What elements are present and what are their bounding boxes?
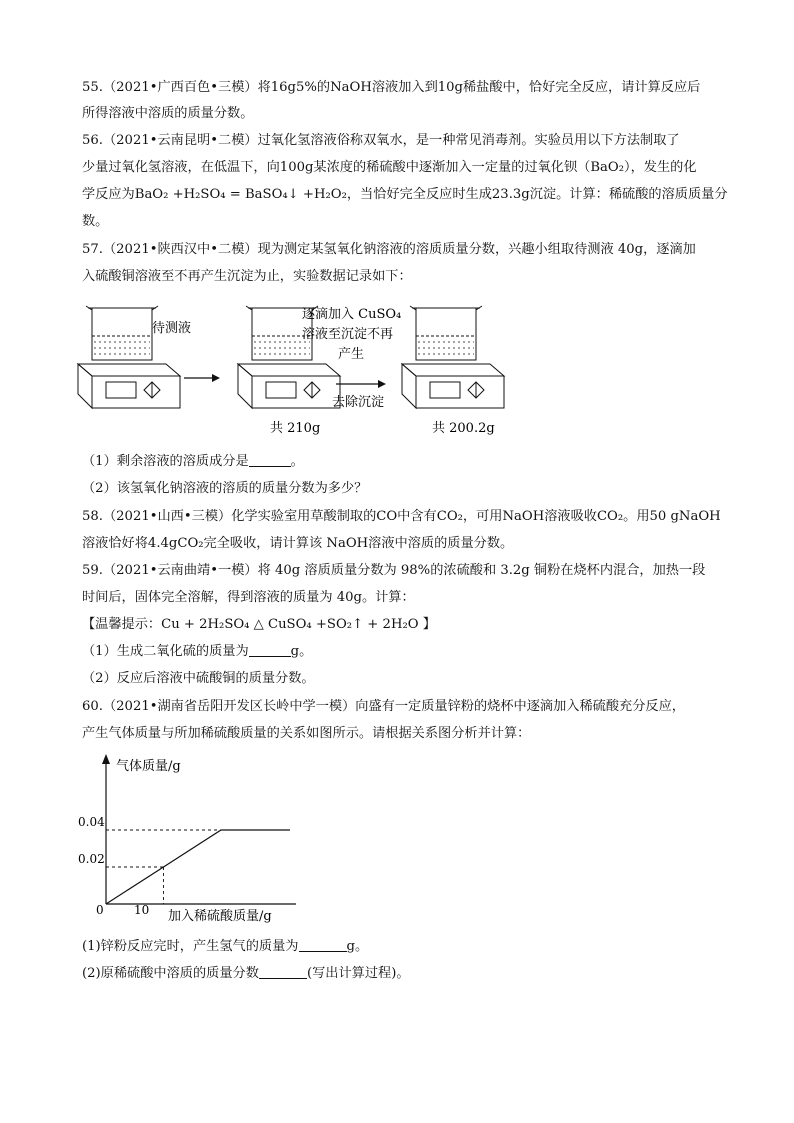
q60-gas-mass-chart	[74, 752, 314, 932]
y-tick-label-0.04: 0.04	[78, 815, 105, 829]
x-tick-label-10: 10	[134, 903, 150, 917]
note-add-cuso4-line-1: 逐滴加入 CuSO₄	[302, 307, 402, 322]
q57-line-2: 入硫酸铜溶液至不再产生沉淀为止，实验数据记录如下：	[82, 269, 412, 284]
beaker-3	[410, 306, 482, 360]
q56-line-2: 少量过氧化氢溶液，在低温下，向100g某浓度的稀硫酸中逐渐加入一定量的过氧化钡（BaO₂），发生的化	[82, 160, 697, 175]
note-add-cuso4-line-3: 产生	[338, 347, 365, 362]
q60-sub-1-text: (1)锌粉反应完时，产生氢气的质量为	[82, 939, 299, 954]
q58-line-1: 58.（2021•山西•三模）化学实验室用草酸制取的CO中含有CO₂，可用NaOH溶液吸收CO₂。用50 gNaOH	[82, 509, 721, 524]
answer-blank[interactable]	[299, 938, 347, 952]
q60-sub-1	[82, 937, 368, 957]
q57-line-1: 57.（2021•陕西汉中•二模）现为测定某氢氧化钠溶液的溶质质量分数，兴趣小组取待测液 40g，逐滴加	[82, 242, 696, 257]
q58-line-2: 溶液恰好将4.4gCO₂完全吸收，请计算该 NaOH溶液中溶质的质量分数。	[82, 536, 514, 551]
series-line-gas-mass	[106, 830, 290, 904]
beaker-1	[86, 306, 158, 360]
q59-line-2: 时间后，固体完全溶解，得到溶液的质量为 40g。计算：	[82, 590, 415, 605]
balance-scale-3	[402, 306, 504, 408]
arrow-label-remove-precipitate: 去除沉淀	[332, 395, 385, 410]
q59-line-1: 59.（2021•云南曲靖•一模）将 40g 溶质质量分数为 98%的浓硫酸和 3.2g 铜粉在烧杯内混合，加热一段	[82, 563, 706, 578]
q60-sub-1-end: g。	[346, 939, 369, 954]
y-axis-label: 气体质量/g	[116, 759, 181, 774]
q59-sub-2: （2）反应后溶液中硫酸铜的质量分数。	[82, 671, 315, 686]
arrow-2	[336, 380, 386, 388]
q57-sub-2: （2）该氢氧化钠溶液的溶质的质量分数为多少？	[82, 481, 368, 496]
total-mass-1: 共 210g	[270, 421, 321, 436]
note-add-cuso4-line-2: 溶液至沉淀不再	[302, 327, 394, 342]
q56-line-3: 学反应为BaO₂ +H₂SO₄ = BaSO₄↓ +H₂O₂，当恰好完全反应时生成23.3g沉淀。计算：稀硫酸的溶质质量分	[82, 187, 728, 202]
q59-sub-1-end: g。	[290, 644, 313, 659]
q57-sub-1-text: （1）剩余溶液的溶质成分是	[82, 454, 249, 469]
q55-line-1: 55.（2021•广西百色•三模）将16g5%的NaOH溶液加入到10g稀盐酸中，恰好完全反应，请计算反应后	[82, 80, 701, 95]
q59-hint: 【温馨提示：Cu + 2H₂SO₄ △ CuSO₄ +SO₂↑ + 2H₂O 】	[82, 617, 436, 632]
q57-experiment-figure	[70, 298, 510, 440]
total-mass-2: 共 200.2g	[432, 421, 495, 436]
answer-blank[interactable]	[259, 965, 307, 979]
x-axis-label: 加入稀硫酸质量/g	[168, 909, 272, 924]
q59-sub-1	[82, 642, 312, 662]
q57-sub-1-end: 。	[290, 454, 304, 469]
q60-sub-2-text: (2)原稀硫酸中溶质的质量分数	[82, 966, 259, 981]
label-test-liquid: 待测液	[152, 321, 192, 336]
y-axis-arrow	[102, 754, 110, 764]
answer-blank[interactable]	[249, 453, 291, 467]
q60-line-1: 60.（2021•湖南省岳阳开发区长岭中学一模）向盛有一定质量锌粉的烧杯中逐滴加入稀硫酸充分反应，	[82, 699, 685, 714]
origin-label: 0	[96, 903, 104, 917]
y-tick-label-0.02: 0.02	[78, 852, 105, 866]
q57-sub-1	[82, 452, 304, 472]
q56-line-1: 56.（2021•云南昆明•二模）过氧化氢溶液俗称双氧水，是一种常见消毒剂。实验员用以下方法制取了	[82, 133, 680, 148]
q59-sub-1-text: （1）生成二氧化硫的质量为	[82, 644, 249, 659]
answer-blank[interactable]	[249, 643, 291, 657]
q55-line-2: 所得溶液中溶质的质量分数。	[82, 106, 254, 121]
q60-line-2: 产生气体质量与所加稀硫酸质量的关系如图所示。请根据关系图分析并计算：	[82, 726, 531, 741]
q60-sub-2	[82, 964, 410, 984]
q56-line-4: 数。	[82, 214, 109, 229]
arrow-1	[184, 374, 220, 382]
q60-sub-2-end: (写出计算过程)。	[306, 966, 410, 981]
